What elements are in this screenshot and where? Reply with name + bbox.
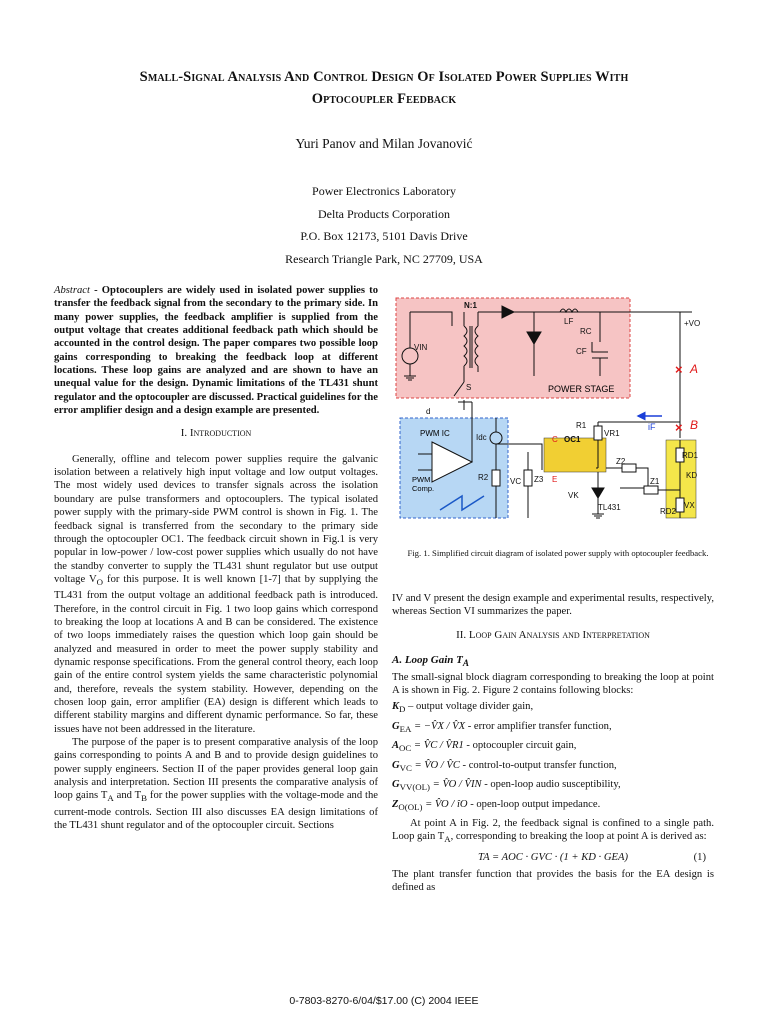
intro-paragraph-2: The purpose of the paper is to present comparative analysis of the loop gains corresponding to points A and B and to provide design guidelines to power supply engineers. Section II of the paper provides general loop gain analysis and interpretation. Section III presents the comparative analysis of loop gains $T_A$ and $T_B$ for the power supplies with the voltage-mode and the current-mode controls. Section III also discusses EA design limitations of the TL431 shunt regulator and of the optocoupler circuit. Sections <box>54 737 378 832</box>
figure-caption: Fig. 1. Simplified circuit diagram of isolated power supply with optocoupler feedback. <box>407 548 709 558</box>
equation-1-body: TA = AOC · GVC · (1 + KD · GEA) <box>478 851 628 863</box>
subsection-heading: A. Loop Gain $T_A$ <box>392 654 470 669</box>
label-vin: VIN <box>414 343 428 352</box>
right-paragraph-2: At point A in Fig. 2, the feedback signal is confined to a single path. Loop gain $T_A$, corresponding to breaking the loop at point A is derived as: <box>392 817 714 845</box>
abstract-label: Abstract <box>54 285 90 296</box>
svg-text:Comp.: Comp. <box>412 484 435 493</box>
title-line-1: Small-Signal Analysis And Control Design Of Isolated Power Supplies With <box>139 69 629 85</box>
section-heading: I. Introduction <box>180 427 252 440</box>
affiliation-line: Power Electronics Laboratory <box>312 184 456 198</box>
label-c: C <box>552 435 558 444</box>
power-stage-label: POWER STAGE <box>548 384 615 394</box>
label-oc1: OC1 <box>564 435 581 444</box>
break-marker-b: × <box>675 420 683 435</box>
definition-list <box>392 720 714 814</box>
affiliation-line: P.O. Box 12173, 5101 Davis Drive <box>300 229 468 243</box>
label-cf: CF <box>576 347 587 356</box>
label-r1: R1 <box>576 421 587 430</box>
label-e: E <box>552 475 558 484</box>
abstract <box>54 284 378 417</box>
abstract-text: - Optocouplers are widely used in isolated power supplies to transfer the feedback signal from the secondary to the primary side. In many power supplies, the feedback amplifier is supplied from the output voltage that creates additional feedback path which should be accounted in the control design. The paper compares two possible loop gains corresponding to breaking the feedback loop at different locations. These loop gains are analyzed and are shown to have an unequal value for the design. Dynamic limitations of the TL431 shunt regulator and the optocoupler are discussed. Practical guidelines for the error amplifier design and a design example are presented. <box>54 285 378 417</box>
label-r2: R2 <box>478 473 489 482</box>
label-z2: Z2 <box>616 457 626 466</box>
break-label-a: A <box>690 362 699 376</box>
definition-item: $Z_{O(OL)}$ = V̂O / îO - open-loop output impedance. <box>392 798 601 812</box>
label-rd1: RD1 <box>682 451 699 460</box>
right-column <box>392 592 714 895</box>
right-paragraph-1: The small-signal block diagram corresponding to breaking the loop at point A is shown in Fig. 2. Figure 2 contains following blocks: <box>392 671 714 696</box>
authors: Yuri Panov and Milan Jovanović <box>295 136 473 151</box>
equation-1-number: (1) <box>693 851 706 863</box>
label-vo: +VO <box>684 319 701 328</box>
pwm-comp-label: PWM <box>412 475 431 484</box>
left-column <box>54 284 378 833</box>
current-label: iF <box>648 422 656 432</box>
pwm-ic-label: PWM IC <box>420 429 450 438</box>
label-vk: VK <box>568 491 579 500</box>
kd-definition: $K_D$ – output voltage divider gain, <box>392 701 534 715</box>
break-marker-a: × <box>675 362 683 377</box>
label-tl431: TL431 <box>598 503 621 512</box>
label-vx: VX <box>684 501 695 510</box>
right-paragraph-0: IV and V present the design example and experimental results, respectively, whereas Section VI summarizes the paper. <box>392 593 714 618</box>
label-d: d <box>426 407 431 416</box>
right-paragraph-3: The plant transfer function that provides the basis for the EA design is defined as <box>392 869 714 894</box>
section-heading-2: II. Loop Gain Analysis and Interpretation <box>456 628 650 641</box>
paper-title <box>40 66 728 110</box>
label-lf: LF <box>564 317 574 326</box>
definition-item: $G_{VV(OL)}$ = V̂O / V̂IN - open-loop audio susceptibility, <box>392 779 621 793</box>
label-idc: Idc <box>476 433 487 442</box>
label-rd2: RD2 <box>660 507 677 516</box>
circuit-figure <box>392 292 728 540</box>
label-z3: Z3 <box>534 475 544 484</box>
label-kd: KD <box>686 471 698 480</box>
label-rc: RC <box>580 327 592 336</box>
footer-copyright: 0-7803-8270-6/04/$17.00 (C) 2004 IEEE <box>289 995 479 1007</box>
definition-item: $G_{VC}$ = V̂O / V̂C - control-to-output transfer function, <box>392 759 617 773</box>
label-z1: Z1 <box>650 477 660 486</box>
label-s: S <box>466 383 472 392</box>
definition-item: $A_{OC}$ = V̂C / V̂R1 - optocoupler circuit gain, <box>392 740 577 754</box>
label-vc: VC <box>510 477 522 486</box>
affiliation-line: Research Triangle Park, NC 27709, USA <box>285 251 483 266</box>
equation-1 <box>392 851 714 864</box>
label-transformer: N:1 <box>464 301 477 310</box>
affiliation <box>0 180 768 270</box>
affiliation-line: Delta Products Corporation <box>318 206 450 221</box>
title-line-2: Optocoupler Feedback <box>311 91 457 107</box>
break-label-b: B <box>690 418 699 432</box>
definition-item: $G_{EA}$ = −V̂X / V̂X - error amplifier transfer function, <box>392 720 612 734</box>
label-vr1: VR1 <box>604 429 620 438</box>
intro-paragraph-1: Generally, offline and telecom power supplies require the galvanic isolation between a relatively high input voltage and low output voltages. The most widely used devices to transfer signals across the isolation boundary are pulse transformers and optocouplers. The typical isolated power supply with the primary-side PWM control is shown in Fig. 1. The feedback signal is transferred from the secondary to the primary side through the optocoupler OC1. The feedback circuit shown in Fig.1 is very popular in low-power / low-cost power supplies which usually do not have the standby converter to supply the TL431 shunt regulator but use output voltage $V_O$ for this purpose. It is well known [1-7] that by supplying the TL431 from the output voltage an additional feedback path is introduced. Therefore, in the control circuit in Fig. 1 two loop gains which correspond to breaking the loop at locations A and B can be considered. The existence of two loops immediately raises the question which loop gain should be analyzed and measured in order to meet the power supply stability and dynamic response specifications. From the general control theory, each loop gain of the entire control system yields the same characteristic polynomial and, therefore, reveals the system stability. However, depending on the chosen loop gain, error amplifier (EA) design is different which leads to different stability margins and different dynamic performance. So far, these issues have not been addressed in the literature. <box>54 453 378 735</box>
